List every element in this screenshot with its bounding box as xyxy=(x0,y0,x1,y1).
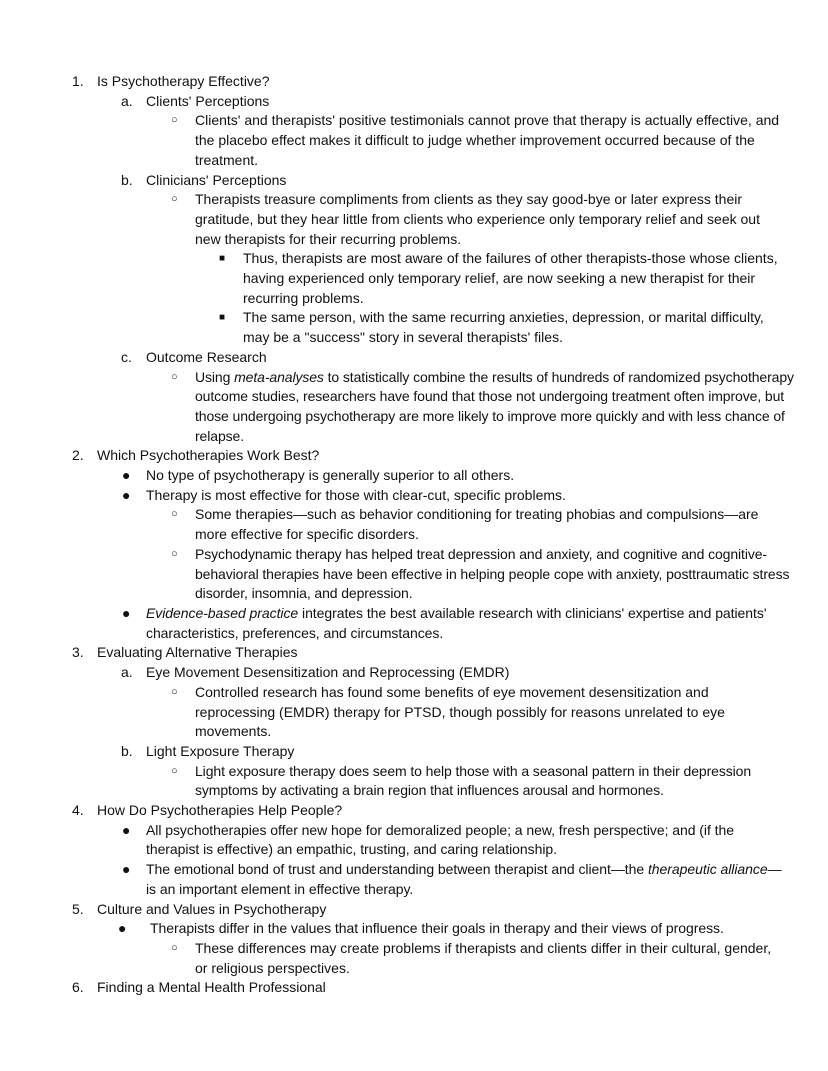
subsection-letter: a. xyxy=(121,664,133,681)
section-heading xyxy=(72,72,777,92)
emphasis-term: therapeutic alliance xyxy=(647,861,768,878)
list-item-text: These differences may create problems if therapists and clients differ in their cultural, gender, or religious perspectives. xyxy=(195,939,772,976)
section-heading xyxy=(72,446,777,466)
subsection-letter: b. xyxy=(121,742,133,759)
section-number: 1. xyxy=(72,73,84,89)
bullet-icon: ● xyxy=(122,467,131,484)
section-title: Is Psychotherapy Effective? xyxy=(97,73,270,89)
list-item-text: integrates the best available research with clinicians' expertise and patients' characteristics, preferences, and circumstances. xyxy=(146,604,767,641)
subsection-letter: c. xyxy=(121,348,132,365)
list-item-text-post: to statistically combine the results of hundreds of randomized psychotherapy outcome studies, researchers have found that those not undergoing treatment often improve, but those undergoing psychotherapy are more likely to improve more quickly and with less chance of relapse. xyxy=(195,368,794,444)
subsection-letter: b. xyxy=(121,171,133,188)
subsection-heading xyxy=(121,742,786,762)
circle-bullet-icon: ○ xyxy=(171,941,178,954)
subsection-title: Clinicians' Perceptions xyxy=(146,171,287,188)
emphasis-term: Evidence-based practice xyxy=(146,604,299,621)
bullet-icon: ● xyxy=(122,821,131,838)
list-item-text: All psychotherapies offer new hope for demoralized people; a new, fresh perspective; and (if the therapist is effective) an empathic, trusting, and caring relationship. xyxy=(146,821,734,858)
list-item xyxy=(118,919,790,939)
circle-bullet-icon: ○ xyxy=(171,547,178,560)
circle-bullet-icon: ○ xyxy=(171,508,178,521)
subsection-heading xyxy=(121,92,786,112)
list-item-text: Psychodynamic therapy has helped treat depression and anxiety, and cognitive and cognitive-behavioral therapies have been effective in helping people cope with anxiety, posttraumatic stress disorder, insomnia, and depression. xyxy=(195,545,790,602)
list-item xyxy=(171,111,785,170)
list-item-text: Controlled research has found some benefits of eye movement desensitization and reprocessing (EMDR) therapy for PTSD, though possibly for reasons unrelated to eye movements. xyxy=(195,683,725,740)
list-item-text: Therapists differ in the values that influence their goals in therapy and their views of progress. xyxy=(150,920,724,937)
section-title: How Do Psychotherapies Help People? xyxy=(97,802,343,819)
bullet-icon: ● xyxy=(118,920,127,937)
list-item xyxy=(171,939,785,978)
list-item xyxy=(171,762,815,801)
list-item xyxy=(122,821,786,860)
list-item xyxy=(122,604,786,643)
list-item-text-pre: Using xyxy=(195,368,235,385)
circle-bullet-icon: ○ xyxy=(171,114,178,127)
subsection-heading xyxy=(121,348,786,368)
list-item xyxy=(219,249,783,308)
list-item-text: Therapy is most effective for those with clear-cut, specific problems. xyxy=(146,486,566,503)
subsection-title: Clients' Perceptions xyxy=(146,92,270,109)
list-item-text: Some therapies—such as behavior conditioning for treating phobias and compulsions—are more effective for specific disorders. xyxy=(195,506,759,543)
list-item-text: The same person, with the same recurring anxieties, depression, or marital difficulty, may be a "success" story in several therapists' files. xyxy=(243,309,764,346)
circle-bullet-icon: ○ xyxy=(171,370,178,383)
list-item-text: Thus, therapists are most aware of the failures of other therapists-those whose clients, having experienced only temporary relief, are now seeking a new therapist for their recurring problems. xyxy=(243,250,778,306)
list-item xyxy=(171,683,785,742)
subsection-heading xyxy=(121,663,786,683)
list-item-text-post: —is an important element in effective therapy. xyxy=(146,861,782,897)
section-title: Finding a Mental Health Professional xyxy=(97,979,326,996)
circle-bullet-icon: ○ xyxy=(171,764,178,777)
section-number: 3. xyxy=(72,644,84,661)
list-item xyxy=(122,860,786,899)
list-item-text-pre: The emotional bond of trust and understanding between therapist and client—the xyxy=(146,861,648,878)
section-heading xyxy=(72,978,777,998)
list-item-text: Light exposure therapy does seem to help those with a seasonal pattern in their depression symptoms by activating a brain region that influences arousal and hormones. xyxy=(195,762,752,799)
emphasis-term: meta-analyses xyxy=(234,368,324,385)
list-item-text: No type of psychotherapy is generally superior to all others. xyxy=(146,467,515,484)
subsection-letter: a. xyxy=(121,92,133,109)
list-item xyxy=(219,308,783,347)
subsection-title: Outcome Research xyxy=(146,348,267,365)
circle-bullet-icon: ○ xyxy=(171,193,178,206)
section-heading xyxy=(72,900,777,920)
list-item-text: Therapists treasure compliments from clients as they say good-bye or later express their gratitude, but they hear little from clients who experience only temporary relief and seek out new therapists for their recurring problems. xyxy=(195,191,760,247)
section-number: 4. xyxy=(72,802,84,819)
list-item xyxy=(171,545,815,604)
section-heading xyxy=(72,801,777,821)
subsection-heading xyxy=(121,171,786,191)
square-bullet-icon: ■ xyxy=(219,312,226,324)
list-item xyxy=(171,368,815,447)
subsection-title: Eye Movement Desensitization and Reprocessing (EMDR) xyxy=(146,664,510,681)
section-title: Which Psychotherapies Work Best? xyxy=(97,447,320,464)
subsection-title: Light Exposure Therapy xyxy=(146,742,295,759)
section-heading xyxy=(72,643,777,663)
list-item xyxy=(171,190,785,249)
bullet-icon: ● xyxy=(122,861,131,878)
square-bullet-icon: ■ xyxy=(219,253,226,265)
list-item xyxy=(171,505,785,544)
circle-bullet-icon: ○ xyxy=(171,685,178,698)
bullet-icon: ● xyxy=(122,486,131,503)
section-title: Culture and Values in Psychotherapy xyxy=(97,900,327,917)
list-item xyxy=(122,486,786,506)
list-item xyxy=(122,466,786,486)
list-item-text: Clients' and therapists' positive testimonials cannot prove that therapy is actually effective, and the placebo effect makes it difficult to judge whether improvement occurred because of the treatment. xyxy=(195,112,780,168)
section-number: 6. xyxy=(72,979,84,996)
section-number: 2. xyxy=(72,447,84,464)
section-number: 5. xyxy=(72,900,84,917)
bullet-icon: ● xyxy=(122,604,131,621)
section-title: Evaluating Alternative Therapies xyxy=(97,644,298,661)
